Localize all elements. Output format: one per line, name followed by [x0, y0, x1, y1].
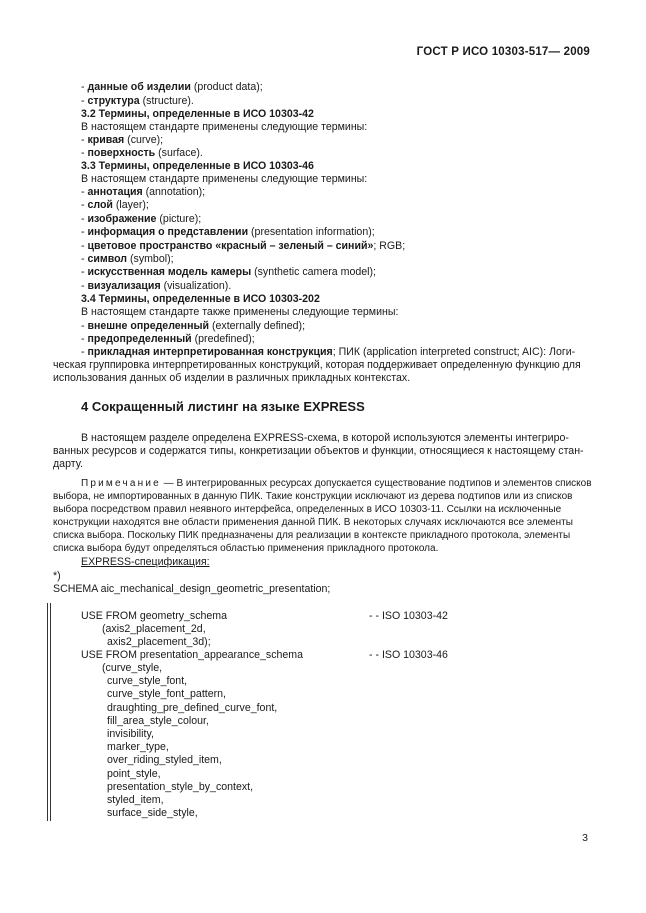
schema-declaration: SCHEMA aic_mechanical_design_geometric_presentation;	[53, 583, 331, 595]
term-line: - внешне определенный (externally defined);	[81, 320, 306, 332]
section-intro: В настоящем стандарте также применены следующие термины:	[81, 306, 399, 318]
section-heading: 3.2 Термины, определенные в ИСО 10303-42	[81, 108, 314, 120]
note-line: конструкции находятся вне области применения данной ПИК. В некоторых случаях исключаются все элементы	[53, 517, 573, 528]
code-item: draughting_pre_defined_curve_font,	[107, 702, 278, 714]
term-line: - прикладная интерпретированная конструкция; ПИК (application interpreted construct; AIC): Логи-	[81, 346, 576, 358]
express-spec-label: EXPRESS-спецификация:	[81, 556, 210, 568]
note-label: Примечание	[81, 478, 161, 489]
code-item: presentation_style_by_context,	[107, 781, 254, 793]
code-item: over_riding_styled_item,	[107, 754, 222, 766]
term-line: - изображение (picture);	[81, 213, 202, 225]
note-line: Примечание — В интегрированных ресурсах допускается существование подтипов и элементов списков	[81, 478, 592, 489]
term-line: - структура (structure).	[81, 95, 194, 107]
document-header: ГОСТ Р ИСО 10303-517— 2009	[416, 46, 590, 58]
code-item: invisibility,	[107, 728, 154, 740]
paragraph-line: ванных ресурсов и содержатся типы, конкретизации объектов и функции, относящиеся к настоящему стан-	[53, 445, 584, 457]
term-line: - цветовое пространство «красный – зеленый – синий»; RGB;	[81, 240, 406, 252]
code-item: axis2_placement_3d);	[107, 636, 211, 648]
code-comment-close: *)	[53, 570, 61, 582]
term-line: - символ (symbol);	[81, 253, 174, 265]
use-from-presentation: USE FROM presentation_appearance_schema	[81, 649, 303, 661]
term-line: - искусственная модель камеры (synthetic camera model);	[81, 266, 376, 278]
term-line: - кривая (curve);	[81, 134, 164, 146]
term-line: - поверхность (surface).	[81, 147, 203, 159]
code-item: styled_item,	[107, 794, 164, 806]
change-bar	[50, 603, 51, 821]
page-number: 3	[582, 832, 588, 844]
definition-continuation: ческая группировка интерпретированных конструкций, которая поддерживает определенную функцию для	[53, 359, 581, 371]
note-line: выбора посредством правил неявного интерфейса, определенных в ИСО 10303-11. Ссылки на исключенные	[53, 504, 562, 515]
code-item: (axis2_placement_2d,	[102, 623, 206, 635]
term-line: - слой (layer);	[81, 199, 149, 211]
code-item: curve_style_font_pattern,	[107, 688, 226, 700]
iso-comment: - - ISO 10303-46	[369, 649, 448, 661]
section-intro: В настоящем стандарте применены следующие термины:	[81, 121, 368, 133]
paragraph-line: В настоящем разделе определена EXPRESS-схема, в которой используются элементы интегриро-	[81, 432, 569, 444]
code-item: marker_type,	[107, 741, 169, 753]
section-intro: В настоящем стандарте применены следующие термины:	[81, 173, 368, 185]
code-item: surface_side_style,	[107, 807, 198, 819]
code-item: curve_style_font,	[107, 675, 188, 687]
iso-comment: - - ISO 10303-42	[369, 610, 448, 622]
term-line: - аннотация (annotation);	[81, 186, 206, 198]
section-4-heading: 4 Сокращенный листинг на языке EXPRESS	[81, 399, 365, 414]
section-heading: 3.4 Термины, определенные в ИСО 10303-202	[81, 293, 320, 305]
change-bar	[47, 603, 48, 821]
term-line: - данные об изделии (product data);	[81, 81, 263, 93]
section-heading: 3.3 Термины, определенные в ИСО 10303-46	[81, 160, 314, 172]
use-from-geometry: USE FROM geometry_schema	[81, 610, 228, 622]
code-item: (curve_style,	[102, 662, 163, 674]
code-item: point_style,	[107, 768, 161, 780]
term-line: - информация о представлении (presentation information);	[81, 226, 375, 238]
note-line: списка выбора. Поскольку ПИК предназначены для реализации в контексте прикладного протокола, элементы	[53, 530, 571, 541]
term-line: - предопределенный (predefined);	[81, 333, 255, 345]
note-line: списка выбора будут определяться областью применения прикладного протокола.	[53, 543, 439, 554]
term-line: - визуализация (visualization).	[81, 280, 232, 292]
paragraph-line: дарту.	[53, 458, 83, 470]
definition-continuation: использования данных об изделии в различных прикладных контекстах.	[53, 372, 411, 384]
note-line: выбора, не импортированных в данную ПИК. Такие конструкции исключают из дерева подтипов или из списков	[53, 491, 573, 502]
code-item: fill_area_style_colour,	[107, 715, 209, 727]
